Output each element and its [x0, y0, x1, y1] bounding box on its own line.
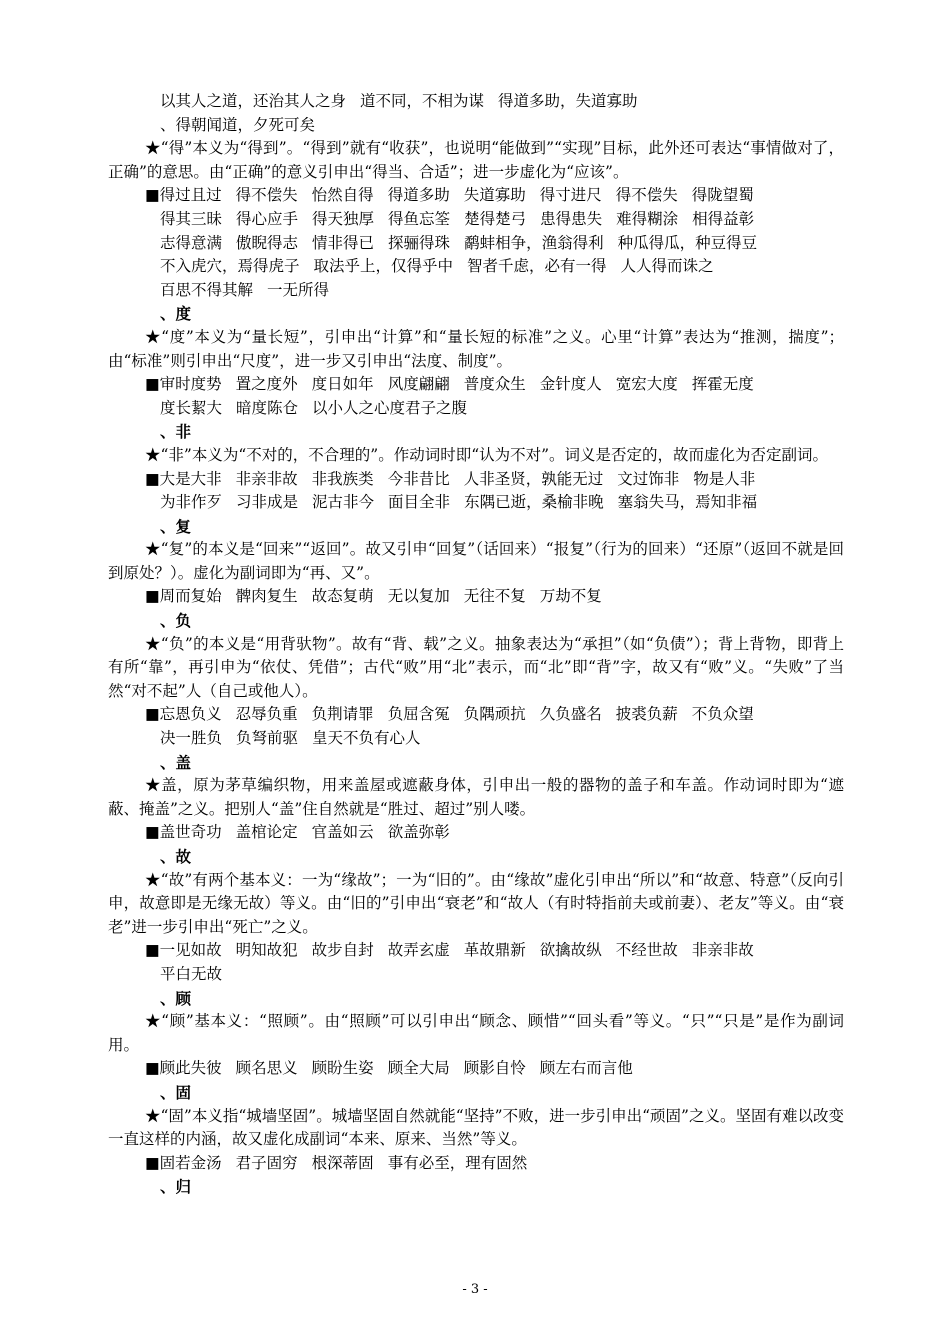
example-line [108, 963, 844, 987]
idiom: 得道多助，失道寡助 [498, 92, 638, 110]
idiom: 非我族类 [311, 469, 374, 488]
entry-heading: 、盖 [160, 752, 192, 772]
entry-definition: ★盖，原为茅草编织物，用来盖屋或遮蔽身体，引申出一般的器物的盖子和车盖。作动词时即为“遮蔽、掩盖”之义。把别人“盖”住自然就是“胜过、超过”别人喽。 [108, 776, 844, 818]
example-line [108, 397, 844, 421]
idiom: 不负众望 [691, 705, 754, 724]
example-line [108, 255, 844, 279]
idiom: 探骊得珠 [388, 233, 451, 252]
idiom: 人非圣贤，孰能无过 [463, 469, 604, 488]
example-line [108, 703, 844, 727]
example-line [108, 232, 844, 256]
example-line [108, 279, 844, 303]
idiom: 、得朝闻道，夕死可矣 [160, 115, 316, 134]
idiom: 披裘负薪 [615, 705, 678, 724]
entry-heading: 、复 [160, 516, 192, 536]
idiom: 一无所得 [267, 280, 330, 299]
idiom: 挥霍无度 [691, 375, 754, 394]
idiom: 负弩前驱 [236, 729, 299, 748]
idiom: ■得过且过 [145, 186, 222, 205]
idiom: 髀肉复生 [235, 587, 298, 606]
idiom: 金针度人 [539, 375, 602, 394]
idiom: 非亲非故 [235, 469, 298, 488]
idiom: 习非成是 [236, 493, 299, 512]
example-line [108, 184, 844, 208]
idiom: 宽宏大度 [615, 375, 678, 394]
idiom: 故步自封 [311, 941, 374, 960]
entry-heading: 、负 [160, 611, 192, 631]
example-line [108, 1152, 844, 1176]
idiom: ■盖世奇功 [145, 823, 222, 842]
idiom: 泥古非今 [312, 493, 375, 512]
idiom: 欲盖弥彰 [387, 823, 450, 842]
idiom: 鹬蚌相争，渔翁得利 [464, 233, 604, 252]
idiom: 顾盼生姿 [311, 1059, 374, 1078]
example-line [108, 468, 844, 492]
idiom: ■周而复始 [145, 587, 222, 606]
idiom: 故态复萌 [311, 587, 374, 606]
example-line [108, 491, 844, 515]
idiom: 得其三昧 [160, 209, 223, 228]
idiom: 根深蒂固 [311, 1153, 374, 1172]
idiom: 志得意满 [160, 233, 223, 252]
idiom: 欲擒故纵 [539, 941, 602, 960]
idiom: 种瓜得瓜，种豆得豆 [617, 233, 758, 252]
idiom: 万劫不复 [539, 587, 602, 606]
idiom: 怡然自得 [311, 186, 374, 205]
idiom: 盖棺论定 [235, 823, 298, 842]
idiom: 楚得楚弓 [464, 209, 527, 228]
idiom: 顾影自怜 [463, 1059, 526, 1078]
example-line [108, 939, 844, 963]
idiom: 顾名思义 [235, 1059, 298, 1078]
entry-heading: 、非 [160, 422, 192, 442]
idiom: 久负盛名 [539, 705, 602, 724]
example-line [108, 585, 844, 609]
idiom: 得鱼忘筌 [388, 209, 451, 228]
page-number: - 3 - [462, 1282, 488, 1297]
example-line [108, 208, 844, 232]
idiom: 塞翁失马，焉知非福 [617, 493, 758, 512]
idiom: 暗度陈仓 [236, 398, 299, 417]
idiom: 以小人之心度君子之腹 [312, 398, 468, 417]
idiom: 度长絜大 [160, 398, 223, 417]
idiom: 顾左右而言他 [539, 1059, 633, 1078]
idiom: 智者千虑，必有一得 [467, 257, 607, 276]
idiom: 患得患失 [540, 209, 603, 228]
idiom: 君子固穷 [235, 1153, 298, 1172]
entry-definition: ★“非”本义为“不对的，不合理的”。作动词时即“认为不对”。词义是否定的，故而虚化为否定副词。 [145, 445, 829, 464]
entry-definition: ★“得”本义为“得到”。“得到”就有“收获”，也说明“能做到”“实现”目标，此外还可表达“事情做对了，正确”的意思。由“正确”的意义引申出“得当、合适”；进一步虚化为“应该”。 [108, 139, 844, 181]
prefix-line [108, 114, 844, 138]
idiom: 官盖如云 [311, 823, 374, 842]
idiom: 为非作歹 [160, 493, 223, 512]
idiom: ■大是大非 [145, 469, 222, 488]
entry-heading: 、归 [160, 1177, 192, 1197]
idiom: 平白无故 [160, 964, 223, 983]
entry-definition: ★“顾”基本义：“照顾”。由“照顾”可以引申出“顾念、顾惜”“回头看”等义。“只”“只是”是作为副词用。 [108, 1012, 844, 1054]
idiom: 忍辱负重 [235, 705, 298, 724]
idiom: 皇天不负有心人 [312, 729, 421, 748]
idiom: 物是人非 [693, 469, 756, 488]
idiom: 得心应手 [236, 209, 299, 228]
idiom: 难得糊涂 [616, 209, 679, 228]
idiom: ■忘恩负义 [145, 705, 222, 724]
idiom: 道不同，不相为谋 [360, 92, 485, 110]
example-line [108, 821, 844, 845]
idiom: 无以复加 [387, 587, 450, 606]
idiom: 傲睨得志 [236, 233, 299, 252]
idiom: 明知故犯 [235, 941, 298, 960]
idiom: 无往不复 [463, 587, 526, 606]
entry-heading: 、度 [160, 304, 192, 324]
idiom: 度日如年 [311, 375, 374, 394]
idiom: 得寸进尺 [539, 186, 602, 205]
example-line [108, 373, 844, 397]
idiom: 置之度外 [235, 375, 298, 394]
idiom: 相得益彰 [692, 209, 755, 228]
idiom: 面目全非 [388, 493, 451, 512]
idiom: 今非昔比 [387, 469, 450, 488]
idiom: 顾全大局 [387, 1059, 450, 1078]
entry-definition: ★“固”本义指“城墙坚固”。城墙坚固自然就能“坚持”不败，进一步引申出“顽固”之义。坚固有难以改变一直这样的内涵，故又虚化成副词“本来、原来、当然”等义。 [108, 1106, 844, 1149]
idiom: ■审时度势 [145, 375, 222, 394]
example-line [108, 727, 844, 751]
idiom: 情非得已 [312, 233, 375, 252]
idiom: 事有必至，理有固然 [387, 1153, 528, 1172]
entry-definition: ★“度”本义为“量长短”，引申出“计算”和“量长短的标准”之义。心里“计算”表达为“推测，揣度”；由“标准”则引申出“尺度”，进一步又引申出“法度、制度”。 [108, 327, 844, 370]
idiom: ■一见如故 [145, 941, 222, 960]
idiom: 非亲非故 [691, 941, 754, 960]
idiom: 负屈含冤 [387, 705, 450, 724]
idiom: 决一胜负 [160, 729, 223, 748]
idiom: 以其人之道，还治其人之身 [160, 92, 347, 110]
idiom: 失道寡助 [463, 186, 526, 205]
entry-heading: 、顾 [160, 988, 192, 1008]
idiom: 风度翩翩 [387, 375, 450, 394]
idiom: 负荆请罪 [311, 705, 374, 724]
prefix-line [108, 90, 844, 114]
idiom: 东隅已逝，桑榆非晚 [464, 493, 604, 512]
idiom: ■固若金汤 [145, 1153, 222, 1172]
idiom: 得不偿失 [235, 186, 298, 205]
idiom: 负隅顽抗 [463, 705, 526, 724]
idiom: 革故鼎新 [463, 941, 526, 960]
entry-definition: ★“负”的本义是“用背驮物”。故有“背、载”之义。抽象表达为“承担”（如“负债”）；背上背物，即背上有所“靠”，再引申为“依仗、凭借”；古代“败”用“北”表示，而“北”即“背”字，故又有“败”义。“失败”了当然“对不起”人（自己或他人）。 [108, 634, 844, 700]
example-line [108, 1057, 844, 1081]
entry-definition: ★“故”有两个基本义：一为“缘故”；一为“旧的”。由“缘故”虚化引申出“所以”和“故意、特意”（反向引申，故意即是无缘无故）等义。由“旧的”引申出“衰老”和“故人（有时特指前夫或前妻）、老友”等义。由“衰老”进一步引申出“死亡”之义。 [108, 870, 844, 936]
entry-heading: 、固 [160, 1082, 192, 1102]
idiom: 得道多助 [387, 186, 450, 205]
idiom: 不入虎穴，焉得虎子 [160, 257, 300, 276]
idiom: 得不偿失 [615, 186, 678, 205]
idiom: 普度众生 [463, 375, 526, 394]
entry-heading: 、故 [160, 847, 192, 866]
idiom: 文过饰非 [617, 469, 680, 488]
idiom: 不经世故 [615, 941, 678, 960]
idiom: 得天独厚 [312, 209, 375, 228]
idiom: 人人得而诛之 [620, 257, 714, 276]
page-content [108, 90, 844, 1199]
idiom: 得陇望蜀 [691, 186, 754, 205]
idiom: 故弄玄虚 [387, 941, 450, 960]
idiom: 取法乎上，仅得乎中 [313, 257, 454, 276]
idiom: ■顾此失彼 [145, 1059, 222, 1078]
entry-definition: ★“复”的本义是“回来”“返回”。故又引申“回复”（话回来）“报复”（行为的回来）“还原”（返回不就是回到原处？）。虚化为副词即为“再、又”。 [108, 540, 844, 582]
idiom: 百思不得其解 [160, 280, 254, 299]
